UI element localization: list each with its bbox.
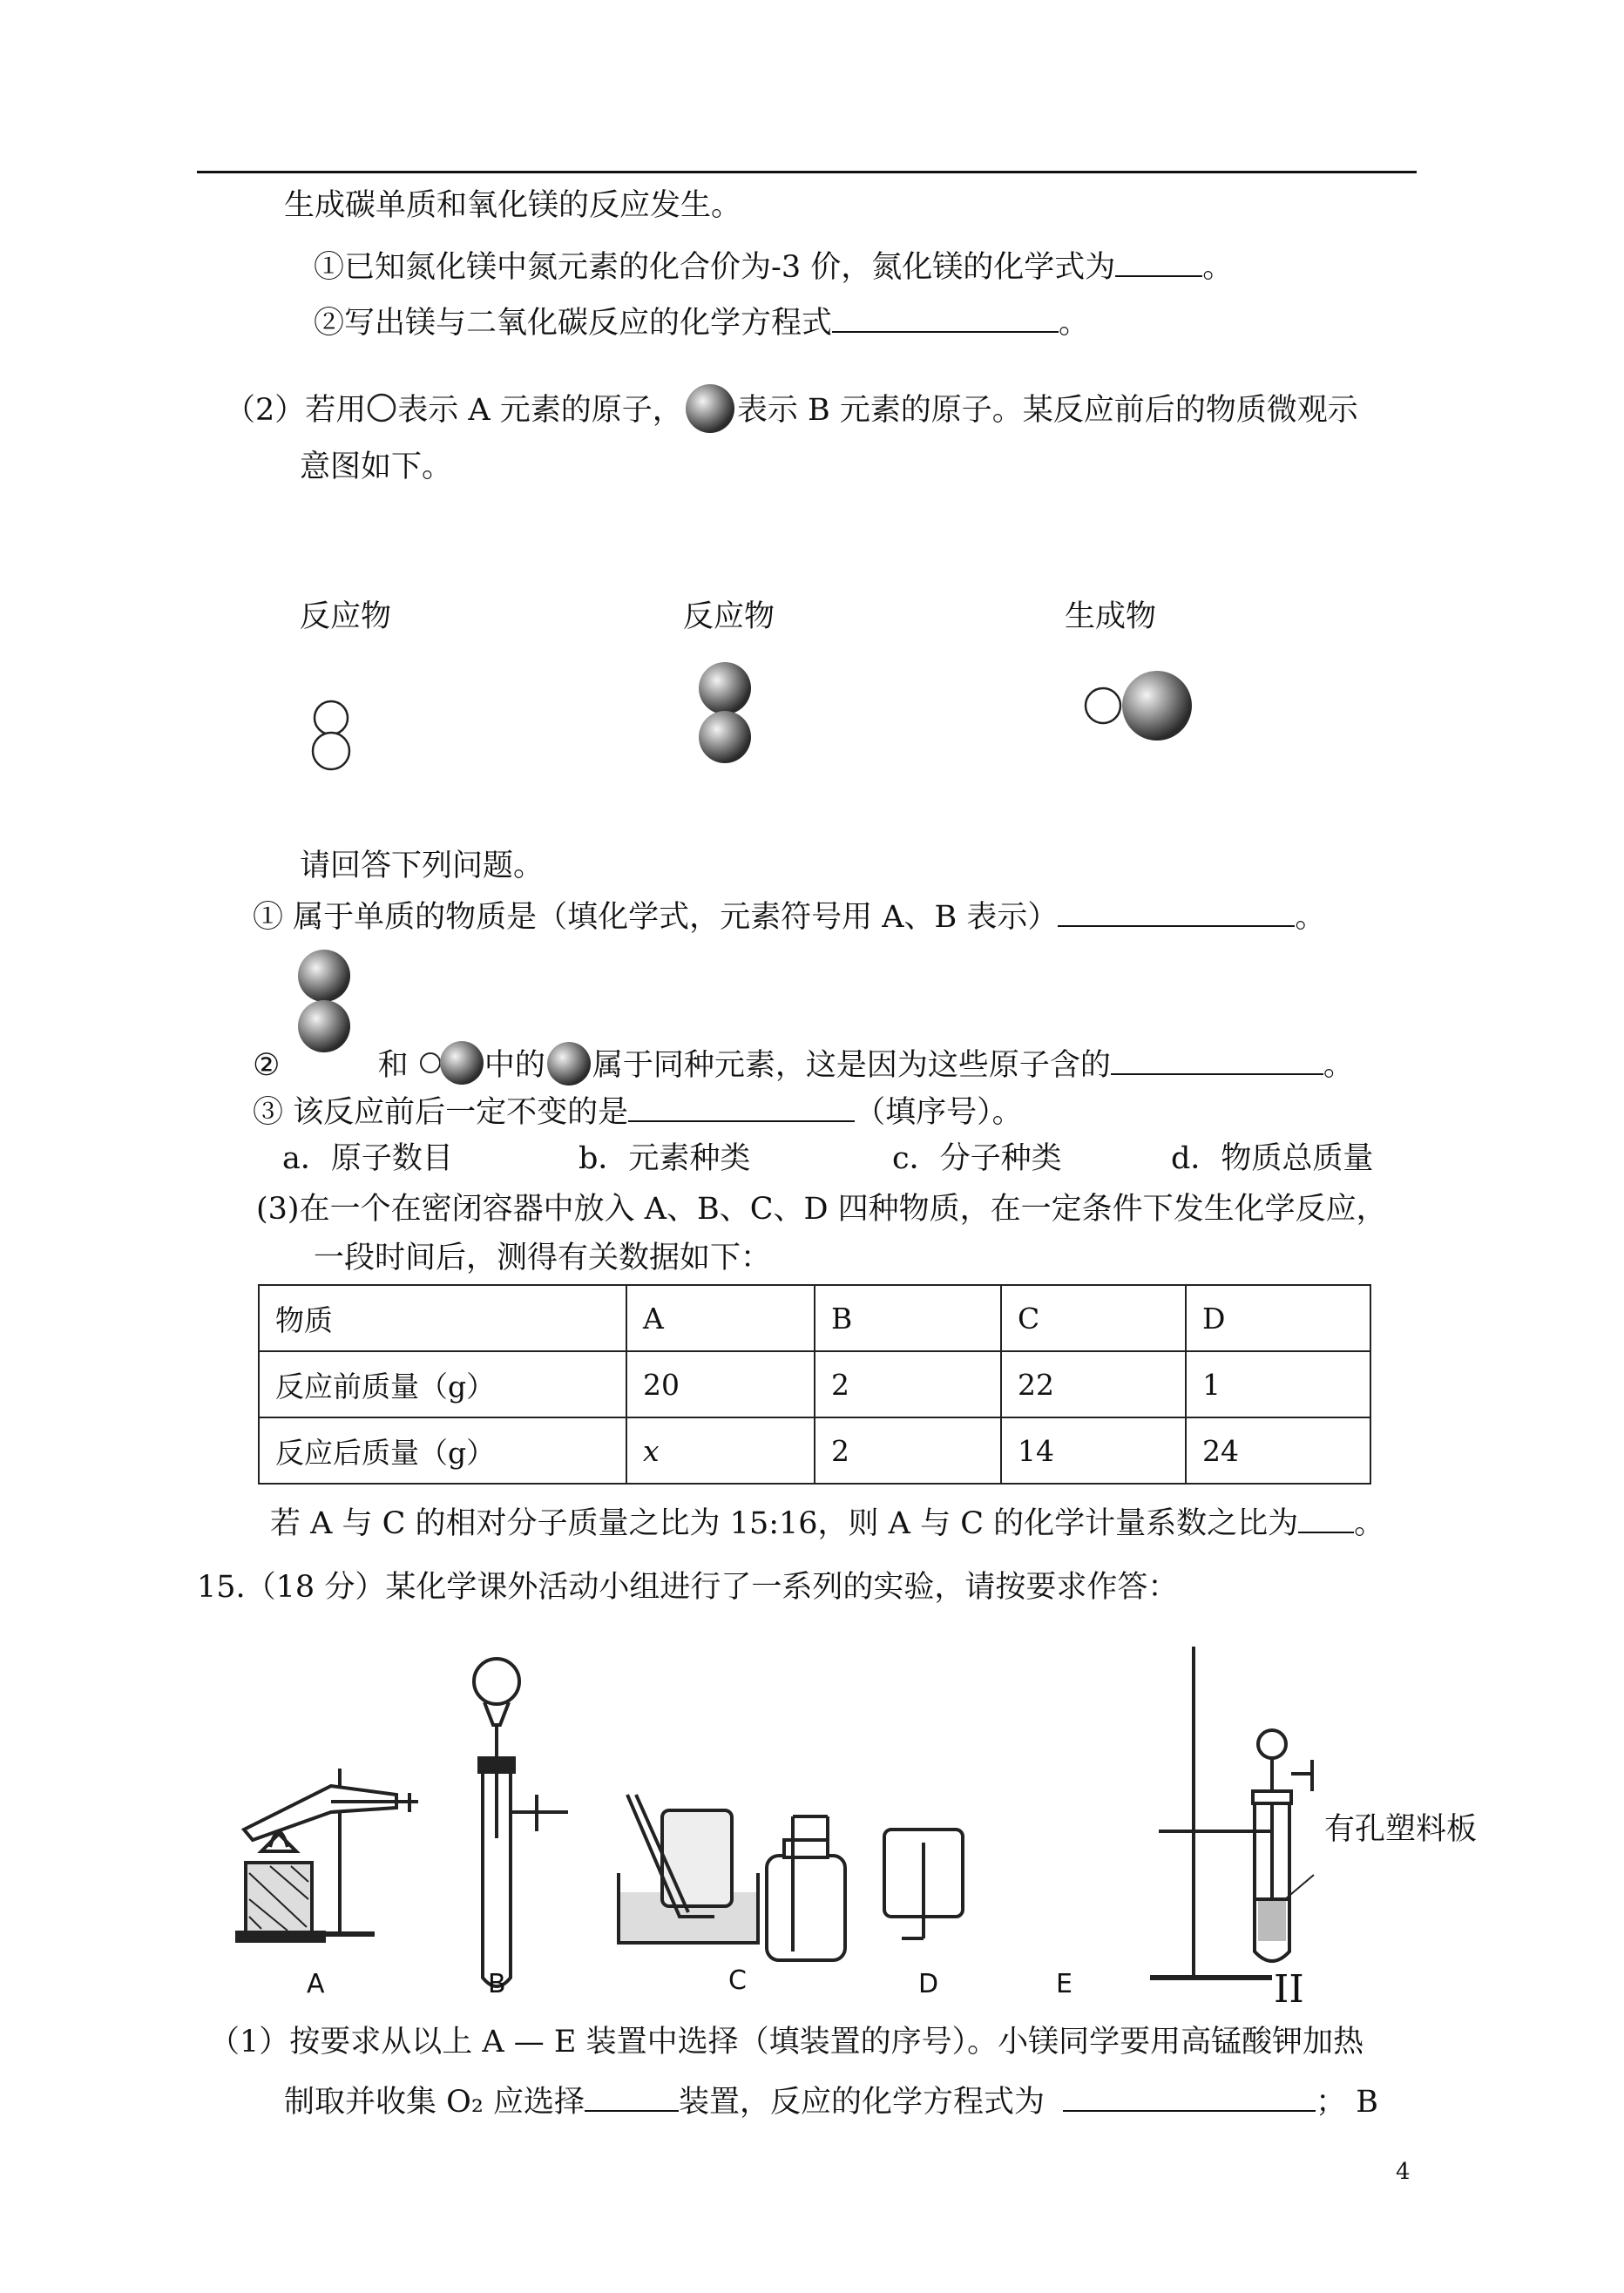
apparatus-d-icon [767,1816,845,1960]
table-cell: 2 [815,1351,1001,1417]
atom-b-icon [683,382,737,436]
option-d: d．物质总质量 [1171,1141,1374,1176]
apparatus-b-label: B [488,1969,506,1999]
apparatus-ii-label: II [1274,1967,1304,2012]
apparatus-d-label: D [918,1969,939,1999]
apparatus-a-icon [237,1769,418,1941]
table-cell: C [1001,1285,1186,1351]
atom-a-icon [366,392,397,423]
option-a: a．原子数目 [282,1141,453,1176]
table-row [259,1351,1370,1417]
question-3-line1: (3)在一个在密闭容器中放入 A、B、C、D 四种物质，在一定条件下发生化学反应， [256,1192,1387,1227]
answer-prompt: 请回答下列问题。 [300,849,545,883]
answer-blank-8[interactable] [1063,2080,1316,2112]
option-b: b．元素种类 [579,1141,751,1176]
apparatus-c-label: C [728,1965,747,1996]
table-cell: 反应前质量（g） [259,1351,626,1417]
answer-blank-6[interactable] [1298,1502,1354,1533]
mass-table [258,1284,1371,1485]
table-cell: B [815,1285,1001,1351]
sub-question-1: ① 属于单质的物质是（填化学式，元素符号用 A、B 表示） 。 [253,896,1325,937]
question-1-2: ②写出镁与二氧化碳反应的化学方程式 。 [314,301,1089,342]
answer-blank-7[interactable] [585,2080,679,2112]
answer-blank-1[interactable] [1115,246,1202,277]
page-number: 4 [1396,2159,1411,2185]
sub-question-2: ② 和 中的 属于同种元素，这是因为这些原子含的 。 [253,1038,1354,1087]
option-c: c．分子种类 [892,1141,1062,1176]
question-3-line2: 一段时间后，测得有关数据如下： [314,1241,772,1275]
molecule-b2-icon [694,660,756,765]
table-cell: 1 [1186,1351,1370,1417]
question-15-1-line1: （1）按要求从以上 A — E 装置中选择（填装置的序号）。小镁同学要用高锰酸钾加热 [209,2025,1364,2060]
answer-blank-5[interactable] [628,1091,855,1122]
table-cell: 物质 [259,1285,626,1351]
question-2-line1: （2）若用 表示 A 元素的原子， 表示 B 元素的原子。某反应前后的物质微观示 [225,382,1358,436]
plastic-board-label: 有孔塑料板 [1324,1812,1478,1847]
atom-b-small-icon [545,1040,592,1087]
header-rule [197,171,1417,173]
apparatus-a-label: A [307,1969,325,1999]
question-2-line2: 意图如下。 [300,450,453,484]
molecule-ab-icon [1080,667,1202,746]
table-cell: A [626,1285,815,1351]
table-cell: 20 [626,1351,815,1417]
reactant-2-label: 反应物 [683,599,775,634]
molecule-ab-small-icon [418,1038,484,1087]
table-cell: 22 [1001,1351,1186,1417]
answer-blank-2[interactable] [832,301,1059,333]
ratio-question: 若 A 与 C 的相对分子质量之比为 15:16，则 A 与 C 的化学计量系数之比为 。 [270,1502,1384,1543]
sub-question-3: ③ 该反应前后一定不变的是 （填序号）。 [253,1091,1023,1132]
apparatus-c-icon [619,1795,758,1943]
table-cell: 2 [815,1417,1001,1484]
table-cell: D [1186,1285,1370,1351]
question-1-1: ①已知氮化镁中氮元素的化合价为-3 价，氮化镁的化学式为 。 [314,246,1233,287]
table-cell: 24 [1186,1417,1370,1484]
apparatus-b-icon [474,1659,568,1986]
apparatus-ii-icon [1150,1647,1314,1978]
apparatus-figure [227,1638,1499,2021]
top-text: 生成碳单质和氧化镁的反应发生。 [284,188,742,223]
reactant-1-label: 反应物 [300,599,392,634]
question-15: 15.（18 分）某化学课外活动小组进行了一系列的实验，请按要求作答： [197,1570,1179,1605]
answer-blank-4[interactable] [1111,1044,1323,1075]
table-row [259,1417,1370,1484]
molecule-a2-icon [305,697,357,775]
table-cell: 14 [1001,1417,1186,1484]
apparatus-e-label: E [1056,1969,1073,1999]
product-label: 生成物 [1065,599,1157,634]
table-cell: 反应后质量（g） [259,1417,626,1484]
question-15-1-line2: 制取并收集 O₂ 应选择 装置，反应的化学方程式为 ； B [284,2080,1378,2121]
answer-blank-3[interactable] [1058,896,1295,927]
table-header-row [259,1285,1370,1351]
apparatus-e-icon [884,1830,963,1938]
table-cell: x [626,1417,815,1484]
